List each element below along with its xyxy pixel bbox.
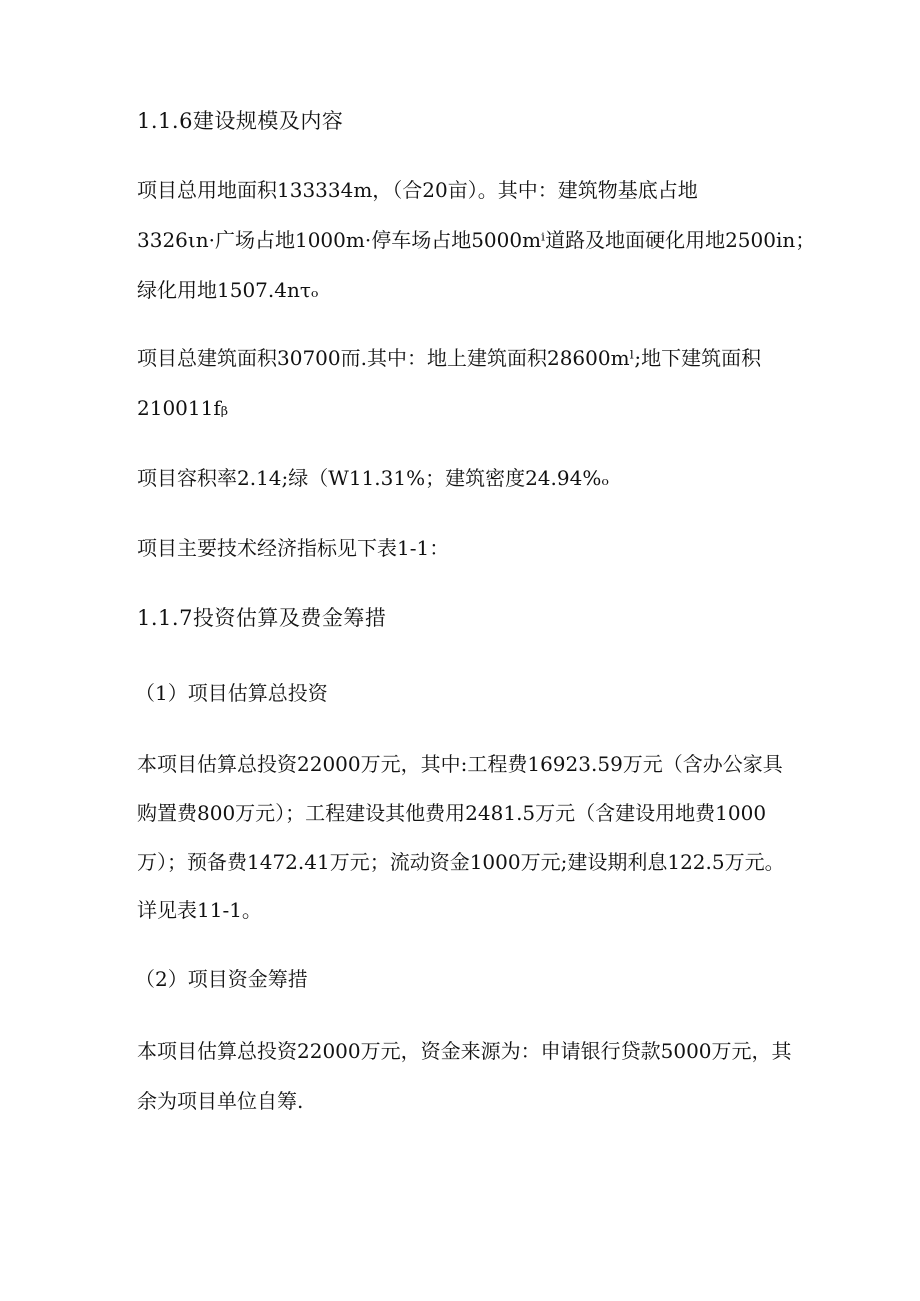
subheading-fund-raising: （2）项目资金筹措 bbox=[135, 967, 308, 991]
subheading-total-investment: （1）项目估算总投资 bbox=[135, 681, 328, 705]
paragraph-funding-line-1: 本项目估算总投资22000万元，资金来源为：申请银行贷款5000万元，其 bbox=[137, 1039, 792, 1063]
paragraph-investment-line-3: 万）；预备费1472.41万元；流动资金1000万元;建设期利息122.5万元。 bbox=[137, 850, 785, 874]
paragraph-indicator-table-ref: 项目主要技术经济指标见下表1-1： bbox=[137, 536, 450, 560]
paragraph-investment-line-2: 购置费800万元）；工程建设其他费用2481.5万元（含建设用地费1000 bbox=[137, 801, 767, 825]
paragraph-building-area-line-2: 210011fᵦ bbox=[137, 396, 229, 420]
paragraph-land-area-line-3: 绿化用地1507.4nτₒ bbox=[137, 278, 319, 302]
section-heading-1-1-6: 1.1.6建设规模及内容 bbox=[137, 109, 344, 133]
paragraph-funding-line-2: 余为项目单位自筹. bbox=[137, 1089, 304, 1113]
paragraph-investment-line-1: 本项目估算总投资22000万元，其中:工程费16923.59万元（含办公家具 bbox=[137, 752, 783, 776]
paragraph-ratios: 项目容积率2.14;绿（W11.31%；建筑密度24.94%ₒ bbox=[137, 466, 610, 490]
paragraph-investment-line-4: 详见表11-1。 bbox=[137, 898, 262, 922]
paragraph-land-area-line-2: 3326ιn·广场占地1000m·停车场占地5000mⁱ道路及地面硬化用地2500in； bbox=[137, 228, 816, 252]
paragraph-building-area-line-1: 项目总建筑面积30700而.其中：地上建筑面积28600mˡ;地下建筑面积 bbox=[137, 346, 762, 370]
section-heading-1-1-7: 1.1.7投资估算及费金筹措 bbox=[137, 606, 387, 630]
paragraph-land-area-line-1: 项目总用地面积133334m，（合20亩）。其中：建筑物基底占地 bbox=[137, 178, 698, 202]
